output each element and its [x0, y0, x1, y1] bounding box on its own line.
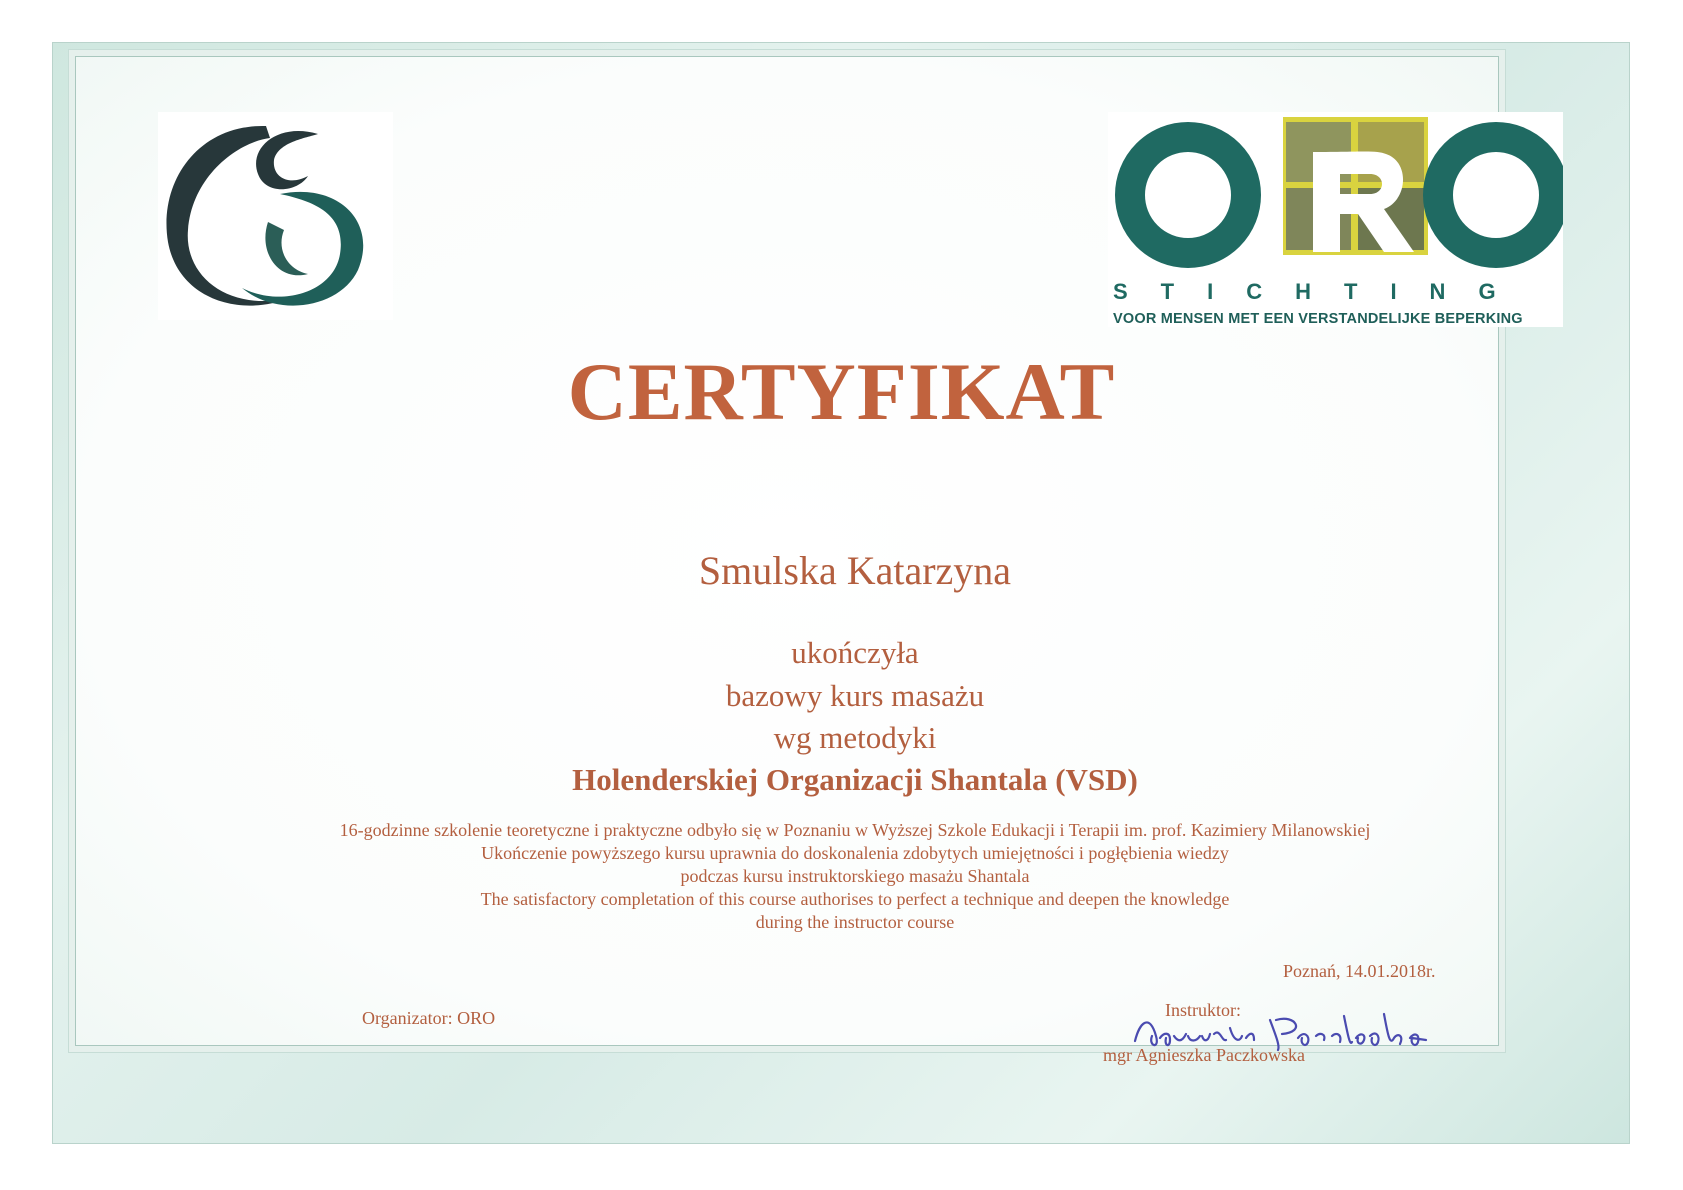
detail-line-4: The satisfactory completation of this course authorises to perfect a technique and deepen the knowledge	[480, 889, 1230, 909]
oro-logo-line2: VOOR MENSEN MET EEN VERSTANDELIJKE BEPERKING	[1113, 311, 1523, 327]
monogram-logo	[158, 112, 393, 320]
detail-line-1: 16-godzinne szkolenie teoretyczne i praktyczne odbyło się w Poznaniu w Wyższej Szkole Edukacji i Terapii im. prof. Kazimiery Milanowskiej	[339, 820, 1371, 840]
oro-logo-line1: STICHTING	[1113, 279, 1529, 304]
instructor-label: Instruktor:	[1165, 1000, 1241, 1020]
instructor-signature	[1130, 1006, 1450, 1061]
organization-line: Holenderskiej Organizacji Shantala (VSD)	[572, 762, 1138, 797]
certificate-title: CERTYFIKAT	[567, 346, 1116, 437]
oro-logo	[1108, 112, 1563, 327]
course-line: bazowy kurs masażu	[725, 678, 985, 713]
method-line: wg metodyki	[773, 720, 937, 755]
recipient-name: Smulska Katarzyna	[698, 548, 1012, 593]
completion-line: ukończyła	[791, 635, 919, 670]
detail-line-3: podczas kursu instruktorskiego masażu Shantala	[680, 866, 1030, 886]
organizer-label: Organizator: ORO	[362, 1008, 496, 1028]
place-date: Poznań, 14.01.2018r.	[1283, 961, 1436, 981]
detail-line-5: during the instructor course	[755, 912, 955, 932]
instructor-name: mgr Agnieszka Paczkowska	[1103, 1045, 1305, 1065]
detail-line-2: Ukończenie powyższego kursu uprawnia do doskonalenia zdobytych umiejętności i pogłębienia wiedzy	[481, 843, 1229, 863]
